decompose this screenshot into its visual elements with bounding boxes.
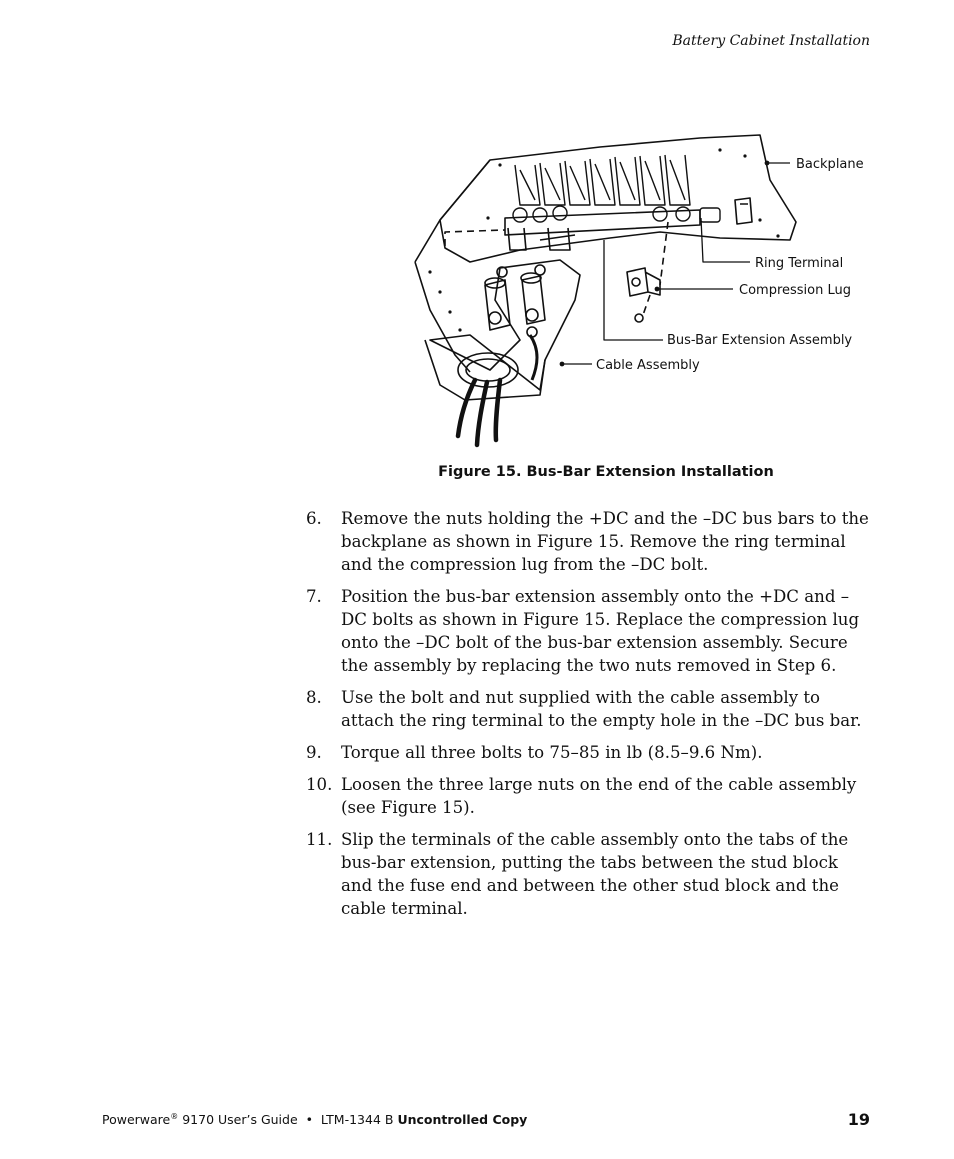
fuse-bodies bbox=[485, 265, 545, 330]
step-text: Position the bus-bar extension assembly onto the +DC and –DC bolts as shown in Figure 15. Replace the compression lug onto the –DC bolt of the bus-bar extension assembly. Secure the assembly by replacing the two nuts removed in Step 6. bbox=[341, 587, 860, 675]
footer-guide: 9170 User’s Guide • LTM-1344 B bbox=[178, 1112, 398, 1128]
step-item bbox=[306, 741, 872, 764]
backplane-fins bbox=[515, 155, 690, 205]
instruction-steps bbox=[306, 507, 872, 929]
running-head: Battery Cabinet Installation bbox=[672, 33, 870, 49]
callout-ring-terminal: Ring Terminal bbox=[755, 256, 844, 271]
page-number: 19 bbox=[847, 1110, 870, 1129]
cabinet-side-panel bbox=[415, 160, 490, 372]
footer-registered-mark: ® bbox=[170, 1112, 179, 1121]
step-item bbox=[306, 773, 872, 819]
ring-terminal-lead bbox=[530, 335, 537, 380]
bus-bar-extension-figure bbox=[400, 120, 880, 450]
footer-status: Uncontrolled Copy bbox=[397, 1112, 528, 1128]
callout-backplane: Backplane bbox=[796, 157, 864, 172]
step-item bbox=[306, 507, 872, 576]
figure-caption: Figure 15. Bus-Bar Extension Installation bbox=[438, 464, 774, 480]
step-text: Loosen the three large nuts on the end of the cable assembly (see Figure 15). bbox=[341, 775, 857, 817]
step-text: Torque all three bolts to 75–85 in lb (8.5–9.6 Nm). bbox=[341, 743, 763, 762]
step-item bbox=[306, 585, 872, 677]
footer-product: Powerware bbox=[102, 1112, 171, 1128]
step-number: 6. bbox=[306, 509, 322, 528]
callout-compression-lug: Compression Lug bbox=[739, 283, 851, 298]
bus-bar-strip bbox=[505, 210, 700, 235]
backplane-bracket bbox=[735, 198, 752, 224]
step-number: 8. bbox=[306, 688, 322, 707]
step-number: 9. bbox=[306, 743, 322, 762]
step-text: Use the bolt and nut supplied with the cable assembly to attach the ring terminal to the empty hole in the –DC bus bar. bbox=[341, 688, 862, 730]
alignment-lines bbox=[445, 222, 668, 315]
step-text: Remove the nuts holding the +DC and the –DC bus bars to the backplane as shown in Figure 15. Remove the ring terminal and the compression lug from the –DC bolt. bbox=[341, 509, 869, 574]
step-text: Slip the terminals of the cable assembly onto the tabs of the bus-bar extension, putting the tabs between the stud block and the fuse end and between the other stud block and the cable terminal. bbox=[341, 830, 849, 918]
cables bbox=[458, 380, 500, 445]
step-item bbox=[306, 686, 872, 732]
step-number: 10. bbox=[306, 775, 333, 794]
callout-bus-bar-extension: Bus-Bar Extension Assembly bbox=[667, 333, 853, 348]
page-footer bbox=[102, 1112, 527, 1127]
step-number: 7. bbox=[306, 587, 322, 606]
step-item bbox=[306, 828, 872, 920]
step-number: 11. bbox=[306, 830, 333, 849]
callout-cable-assembly: Cable Assembly bbox=[596, 358, 700, 373]
